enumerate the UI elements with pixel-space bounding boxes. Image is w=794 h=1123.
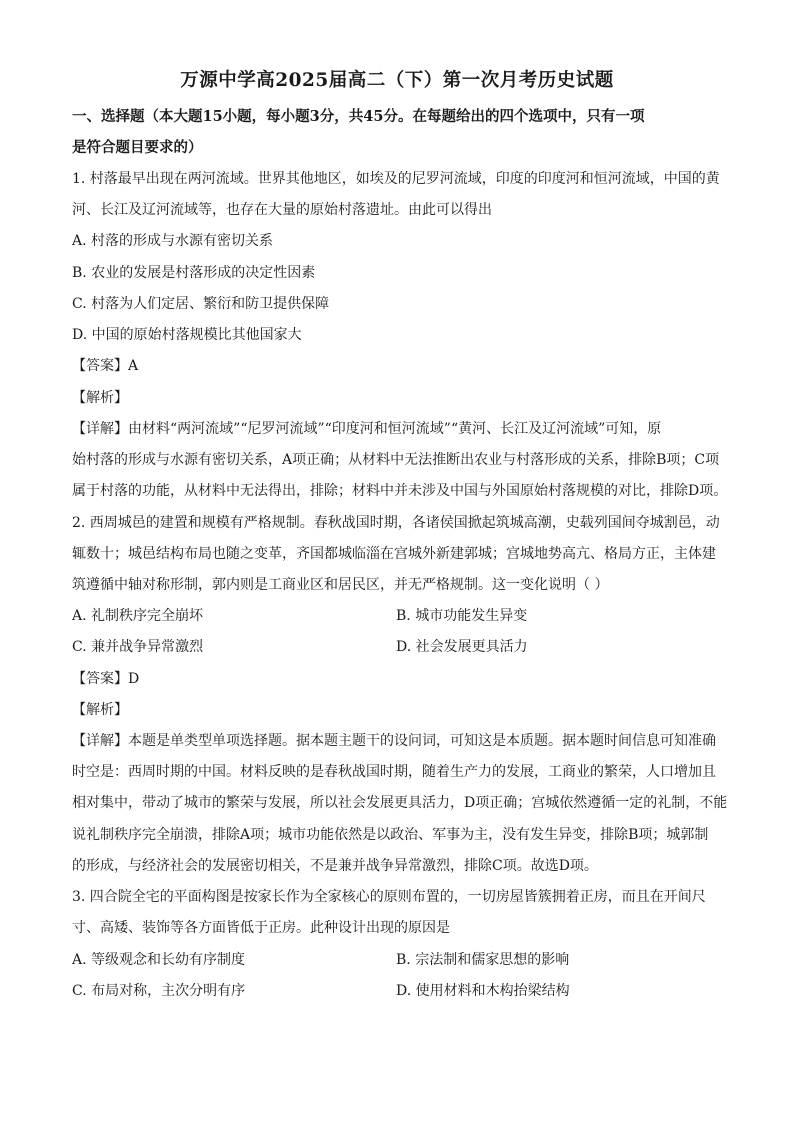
q1-option-c: C. 村落为人们定居、繁衍和防卫提供保障 <box>72 296 330 312</box>
q2-option-a: A. 礼制秩序完全崩坏 <box>72 608 204 624</box>
section-heading-line-2: 是符合题目要求的） <box>72 139 203 156</box>
page-title: 万源中学高2025届高二（下）第一次月考历史试题 <box>180 70 614 91</box>
q1-option-d: D. 中国的原始村落规模比其他国家大 <box>72 327 302 343</box>
q3-stem-line-2: 寸、高矮、装饰等各方面皆低于正房。此种设计出现的原因是 <box>72 920 450 936</box>
q3-stem-line-1: 3. 四合院全宅的平面构图是按家长作为全家核心的原则布置的，一切房屋皆簇拥着正房，而且在开间尺 <box>72 889 706 905</box>
q2-stem-line-1: 2. 西周城邑的建置和规模有严格规制。春秋战国时期，各诸侯国掀起筑城高潮，史载列国间夺城割邑，动 <box>72 515 720 531</box>
q1-stem-line-1: 1. 村落最早出现在两河流域。世界其他地区，如埃及的尼罗河流域，印度的印度河和恒河流域，中国的黄 <box>72 171 720 187</box>
q2-option-c: C. 兼并战争异常激烈 <box>72 639 204 655</box>
q1-detail-line-2: 始村落的形成与水源有密切关系，A项正确；从材料中无法推断出农业与村落形成的关系，排除B项；C项 <box>72 452 720 468</box>
q2-detail-line-3: 相对集中，带动了城市的繁荣与发展，所以社会发展更具活力，D项正确；宫城依然遵循一定的礼制，不能 <box>72 795 728 811</box>
q2-detail-line-4: 说礼制秩序完全崩溃，排除A项；城市功能依然是以政治、军事为主，没有发生异变，排除B项；城郭制 <box>72 827 709 843</box>
q1-analysis-label: 【解析】 <box>72 390 128 406</box>
q1-stem-line-2: 河、长江及辽河流域等，也存在大量的原始村落遗址。由此可以得出 <box>72 202 492 218</box>
q3-option-a: A. 等级观念和长幼有序制度 <box>72 952 246 968</box>
q2-detail-line-5: 的形成，与经济社会的发展密切相关，不是兼并战争异常激烈，排除C项。故选D项。 <box>72 858 598 874</box>
q3-option-b: B. 宗法制和儒家思想的影响 <box>396 952 570 968</box>
q2-option-d: D. 社会发展更具活力 <box>396 639 528 655</box>
q1-option-b: B. 农业的发展是村落形成的决定性因素 <box>72 265 316 281</box>
section-heading-line-1: 一、选择题（本大题15小题，每小题3分，共45分。在每题给出的四个选项中，只有一项 <box>72 108 645 125</box>
q2-analysis-label: 【解析】 <box>72 702 128 718</box>
q3-option-d: D. 使用材料和木构抬梁结构 <box>396 983 570 999</box>
q2-detail-line-1: 【详解】本题是单类型单项选择题。据本题主题干的设问词，可知这是本质题。据本题时间信息可知准确 <box>72 733 716 749</box>
q2-option-b: B. 城市功能发生异变 <box>396 608 528 624</box>
q1-answer: 【答案】A <box>72 358 139 374</box>
q1-detail-line-1: 【详解】由材料“两河流域”“尼罗河流域”“印度河和恒河流域”“黄河、长江及辽河流域”可知，原 <box>72 421 662 437</box>
q2-detail-line-2: 时空是：西周时期的中国。材料反映的是春秋战国时期，随着生产力的发展，工商业的繁荣，人口增加且 <box>72 764 716 780</box>
q1-detail-line-3: 属于村落的功能，从材料中无法得出，排除；材料中并未涉及中国与外国原始村落规模的对比，排除D项。 <box>72 483 728 499</box>
q2-answer: 【答案】D <box>72 671 140 687</box>
q3-option-c: C. 布局对称，主次分明有序 <box>72 983 246 999</box>
q1-option-a: A. 村落的形成与水源有密切关系 <box>72 233 274 249</box>
q2-stem-line-2: 辄数十；城邑结构布局也随之变革，齐国都城临淄在宫城外新建郭城；宫城地势高亢、格局方正，主体建 <box>72 546 716 562</box>
q2-stem-line-3: 筑遵循中轴对称形制，郭内则是工商业区和居民区，并无严格规制。这一变化说明（ ） <box>72 577 609 593</box>
